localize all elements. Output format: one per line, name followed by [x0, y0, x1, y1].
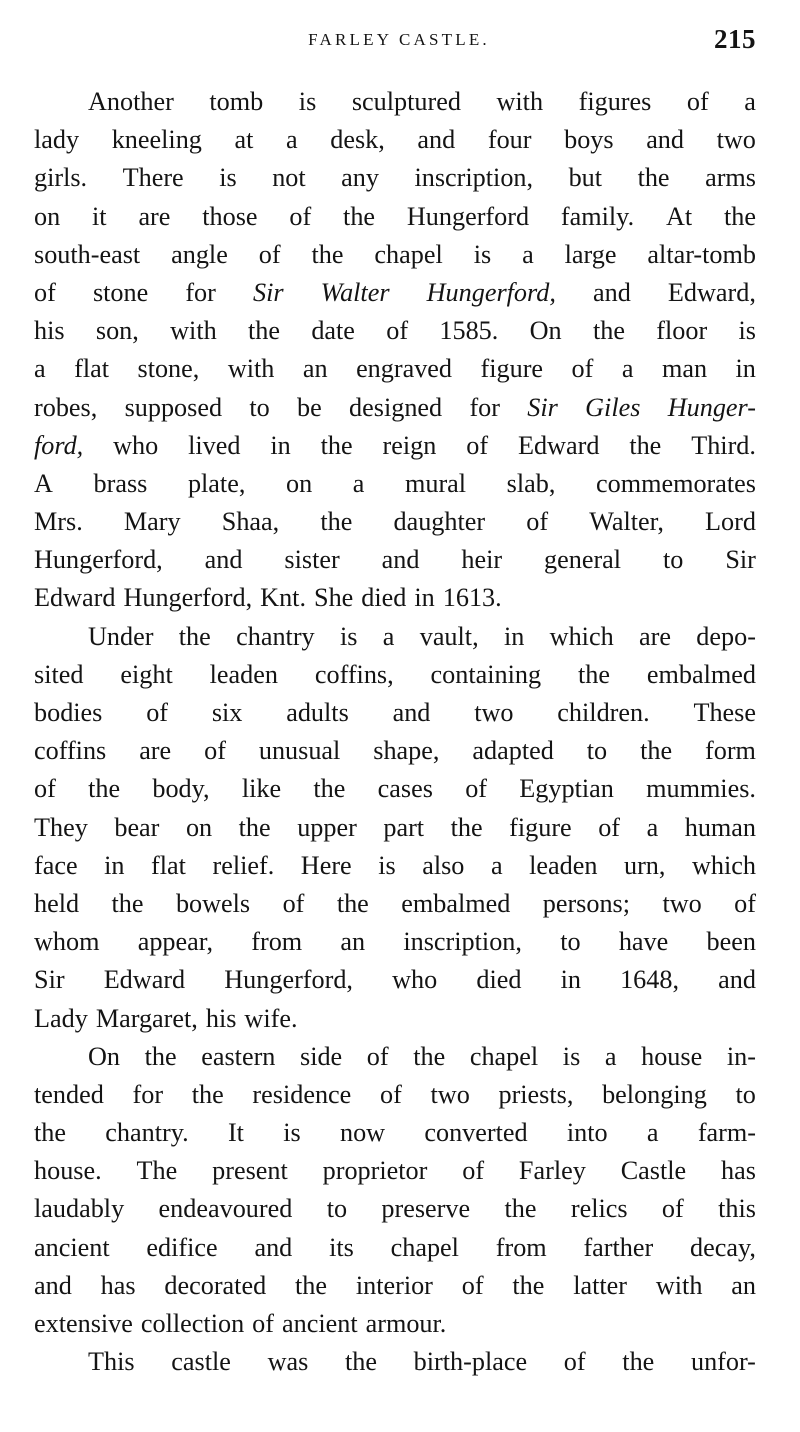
text-line: south-east angle of the chapel is a large altar-tomb: [34, 239, 756, 269]
text-line: tended for the residence of two priests, belonging to: [34, 1079, 756, 1109]
text-line: Edward Hungerford, Knt. She died in 1613.: [34, 583, 502, 613]
text-line: held the bowels of the embalmed persons; two of: [34, 888, 756, 918]
text-line: laudably endeavoured to preserve the relics of this: [34, 1194, 756, 1224]
text-line: his son, with the date of 1585. On the floor is: [34, 316, 756, 346]
text-line: face in flat relief. Here is also a leaden urn, which: [34, 850, 756, 880]
text-line: ford, who lived in the reign of Edward the Third.: [34, 430, 756, 460]
text-line: extensive collection of ancient armour.: [34, 1309, 447, 1338]
text-line: lady kneeling at a desk, and four boys and two: [34, 125, 756, 155]
text-line: Mrs. Mary Shaa, the daughter of Walter, Lord: [34, 507, 756, 537]
text-line: a flat stone, with an engraved figure of a man in: [34, 354, 756, 384]
text-line: sited eight leaden coffins, containing the embalmed: [34, 659, 756, 689]
running-head: [34, 24, 756, 56]
running-title: FARLEY CASTLE.: [308, 30, 490, 49]
text-line: This castle was the birth-place of the unfor-: [88, 1347, 756, 1377]
text-line: of the body, like the cases of Egyptian mummies.: [34, 774, 756, 804]
text-line: A brass plate, on a mural slab, commemorates: [34, 468, 756, 498]
text-line: Hungerford, and sister and heir general to Sir: [34, 545, 756, 575]
text-line: on it are those of the Hungerford family. At the: [34, 201, 756, 231]
text-line: bodies of six adults and two children. These: [34, 698, 756, 727]
text-line: ancient edifice and its chapel from farther decay,: [34, 1232, 756, 1262]
text-line: whom appear, from an inscription, to have been: [34, 927, 756, 957]
text-line: Another tomb is sculptured with figures of a: [88, 87, 756, 116]
text-line: of stone for Sir Walter Hungerford, and Edward,: [34, 277, 756, 307]
text-line: girls. There is not any inscription, but the arms: [34, 163, 756, 193]
body-text: [34, 83, 756, 1381]
text-line: On the eastern side of the chapel is a house in-: [88, 1041, 756, 1071]
text-line: Lady Margaret, his wife.: [34, 1003, 298, 1033]
text-line: the chantry. It is now converted into a farm-: [34, 1118, 756, 1148]
text-line: They bear on the upper part the figure of a human: [34, 812, 756, 842]
text-line: robes, supposed to be designed for Sir Giles Hunger-: [34, 392, 756, 422]
page-number: 215: [714, 24, 756, 54]
text-line: and has decorated the interior of the latter with an: [34, 1270, 756, 1300]
text-line: Sir Edward Hungerford, who died in 1648, and: [34, 965, 756, 995]
text-line: Under the chantry is a vault, in which are depo-: [88, 621, 756, 651]
text-line: coffins are of unusual shape, adapted to the form: [34, 736, 756, 766]
text-line: house. The present proprietor of Farley Castle has: [34, 1156, 756, 1186]
